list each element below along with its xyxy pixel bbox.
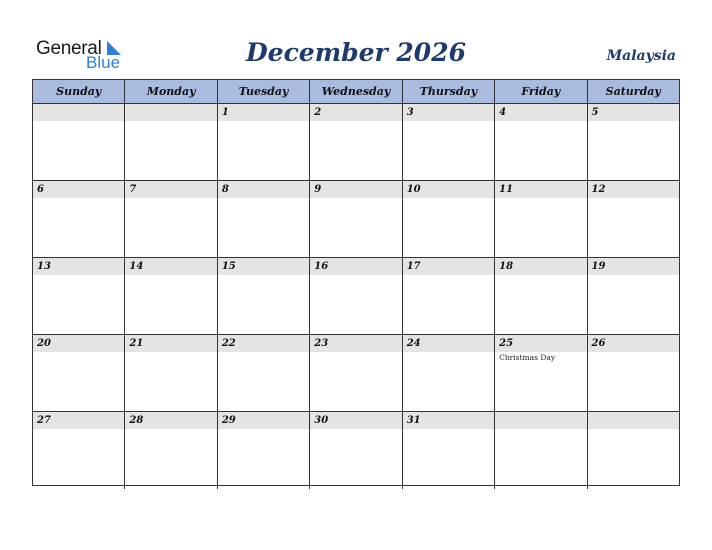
day-number-band xyxy=(495,412,586,429)
week-row xyxy=(33,412,679,489)
country-label: Malaysia xyxy=(606,48,676,64)
day-cell xyxy=(495,258,587,334)
week-row xyxy=(33,181,679,258)
day-cell xyxy=(588,335,679,411)
weekday-header: Wednesday xyxy=(310,80,402,103)
day-number-band xyxy=(588,104,679,121)
day-cell xyxy=(125,104,217,180)
day-cell xyxy=(495,181,587,257)
day-number: 24 xyxy=(406,338,421,349)
day-cell xyxy=(495,104,587,180)
calendar-weeks xyxy=(33,104,679,489)
day-cell xyxy=(588,104,679,180)
day-number: 16 xyxy=(314,261,329,272)
day-cell xyxy=(125,412,217,489)
day-number: 11 xyxy=(499,184,514,195)
day-number: 13 xyxy=(37,261,51,272)
day-cell xyxy=(218,104,310,180)
calendar-title: December 2026 xyxy=(245,38,466,67)
day-cell xyxy=(33,335,125,411)
day-number: 4 xyxy=(499,107,507,118)
day-number: 17 xyxy=(406,261,421,272)
day-cell xyxy=(218,335,310,411)
holiday-note: Christmas Day xyxy=(499,353,556,362)
day-cell xyxy=(588,181,679,257)
day-number: 6 xyxy=(37,184,44,195)
generalblue-logo xyxy=(36,38,136,74)
day-number: 8 xyxy=(221,184,229,195)
weekday-header-row xyxy=(33,80,679,104)
day-cell xyxy=(33,412,125,489)
day-number: 3 xyxy=(406,107,414,118)
day-number: 19 xyxy=(591,261,606,272)
day-number-band xyxy=(588,412,679,429)
day-number: 5 xyxy=(591,107,599,118)
day-number: 9 xyxy=(314,184,322,195)
week-row xyxy=(33,104,679,181)
day-number: 25 xyxy=(499,338,514,349)
weekday-header: Thursday xyxy=(403,80,495,103)
day-cell xyxy=(125,181,217,257)
day-cell xyxy=(310,181,402,257)
weekday-header: Tuesday xyxy=(218,80,310,103)
day-number: 28 xyxy=(129,415,144,426)
day-number: 18 xyxy=(499,261,514,272)
day-number: 14 xyxy=(129,261,144,272)
day-number-band xyxy=(218,104,309,121)
day-cell xyxy=(588,412,679,489)
day-number: 29 xyxy=(221,415,236,426)
week-row xyxy=(33,335,679,412)
day-number-band xyxy=(218,181,309,198)
weekday-header: Saturday xyxy=(605,85,661,98)
day-cell xyxy=(33,181,125,257)
logo-blue-text: Blue xyxy=(86,53,121,72)
day-cell xyxy=(310,104,402,180)
day-cell xyxy=(33,258,125,334)
day-cell xyxy=(495,412,587,489)
day-number: 10 xyxy=(406,184,421,195)
day-number: 31 xyxy=(406,415,421,426)
weekday-header: Friday xyxy=(495,80,587,103)
day-number-band xyxy=(310,181,401,198)
day-number-band xyxy=(403,104,494,121)
day-number-band xyxy=(125,181,216,198)
day-number-band xyxy=(495,104,586,121)
weekday-header: Sunday xyxy=(33,80,125,103)
day-cell xyxy=(125,258,217,334)
day-number: 27 xyxy=(37,415,51,426)
calendar-grid xyxy=(32,79,680,486)
day-cell xyxy=(403,258,495,334)
day-cell xyxy=(218,181,310,257)
day-number: 30 xyxy=(314,415,329,426)
day-cell xyxy=(310,258,402,334)
day-number-band xyxy=(33,104,124,121)
day-cell xyxy=(403,412,495,489)
day-cell xyxy=(310,412,402,489)
day-cell xyxy=(218,412,310,489)
day-number-band xyxy=(33,181,124,198)
day-number: 15 xyxy=(221,261,236,272)
day-cell xyxy=(403,104,495,180)
day-number: 21 xyxy=(129,338,144,349)
day-cell xyxy=(33,104,125,180)
day-number-band xyxy=(125,104,216,121)
weekday-header: Monday xyxy=(125,80,217,103)
day-number-band xyxy=(310,104,401,121)
day-number: 20 xyxy=(37,338,51,349)
day-number: 23 xyxy=(314,338,329,349)
day-cell xyxy=(495,335,587,411)
day-cell xyxy=(588,258,679,334)
logo-general-text: General xyxy=(36,38,102,59)
day-cell xyxy=(218,258,310,334)
day-number: 2 xyxy=(314,107,322,118)
day-cell xyxy=(310,335,402,411)
day-number: 7 xyxy=(129,184,137,195)
day-cell xyxy=(403,335,495,411)
day-number: 12 xyxy=(591,184,606,195)
day-number: 22 xyxy=(221,338,236,349)
day-number: 1 xyxy=(221,107,229,118)
week-row xyxy=(33,258,679,335)
day-cell xyxy=(403,181,495,257)
day-number: 26 xyxy=(591,338,606,349)
day-cell xyxy=(125,335,217,411)
